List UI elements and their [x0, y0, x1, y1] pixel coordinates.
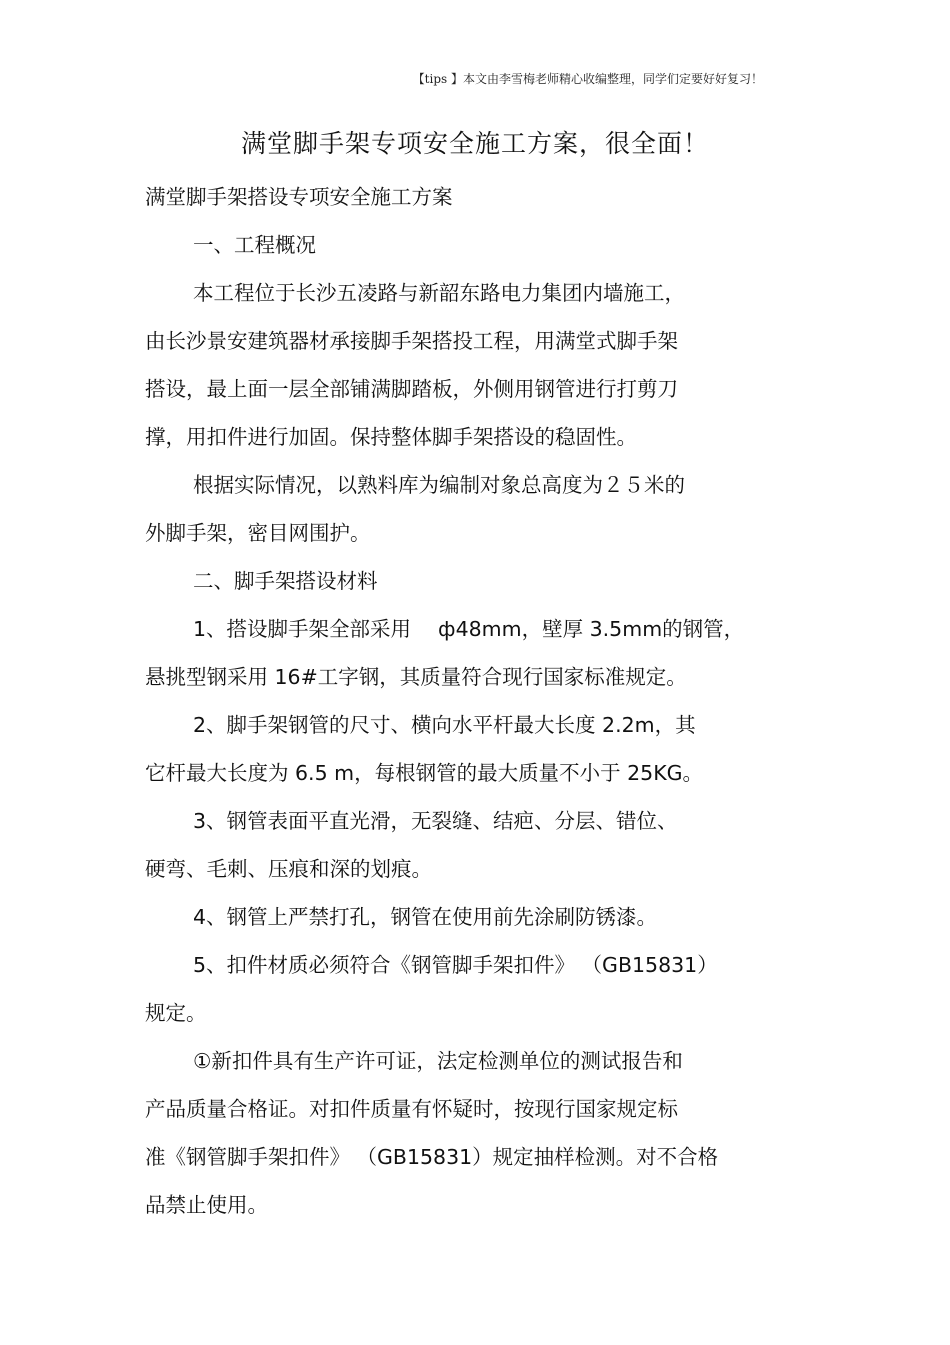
paragraph-line: 根据实际情况，以熟料库为编制对象总高度为２５米的 [193, 473, 685, 497]
header-tips: 【tips 】本文由李雪梅老师精心收编整理，同学们定要好好复习！ [412, 72, 763, 86]
list-item: 3、钢管表面平直光滑，无裂缝、结疤、分层、错位、 [193, 809, 678, 833]
paragraph-line: 品禁止使用。 [145, 1193, 268, 1217]
paragraph-line: 搭设，最上面一层全部铺满脚踏板，外侧用钢管进行打剪刀 [145, 377, 678, 401]
list-item: 1、搭设脚手架全部采用 ф48mm，壁厚 3.5mm的钢管， [193, 617, 745, 641]
paragraph-line: 准《钢管脚手架扣件》 （GB15831）规定抽样检测。对不合格 [145, 1145, 719, 1169]
paragraph-line: 外脚手架，密目网围护。 [145, 521, 371, 545]
list-item: 2、脚手架钢管的尺寸、横向水平杆最大长度 2.2m，其 [193, 713, 696, 737]
paragraph-line: 硬弯、毛刺、压痕和深的划痕。 [145, 857, 432, 881]
subtitle: 满堂脚手架搭设专项安全施工方案 [145, 185, 453, 209]
list-item: 4、钢管上严禁打孔，钢管在使用前先涂刷防锈漆。 [193, 905, 658, 929]
paragraph-line: 撑，用扣件进行加固。保持整体脚手架搭设的稳固性。 [145, 425, 637, 449]
paragraph-line: 产品质量合格证。对扣件质量有怀疑时，按现行国家规定标 [145, 1097, 678, 1121]
section-heading-overview: 一、工程概况 [193, 233, 316, 257]
document-title: 满堂脚手架专项安全施工方案，很全面！ [240, 129, 709, 158]
paragraph-line: 由长沙景安建筑器材承接脚手架搭投工程，用满堂式脚手架 [145, 329, 678, 353]
list-item: 5、扣件材质必须符合《钢管脚手架扣件》 （GB15831） [193, 953, 718, 977]
paragraph-line: 悬挑型钢采用 16#工字钢，其质量符合现行国家标准规定。 [145, 665, 687, 689]
section-heading-materials: 二、脚手架搭设材料 [193, 569, 378, 593]
list-item: ①新扣件具有生产许可证，法定检测单位的测试报告和 [193, 1049, 683, 1073]
paragraph-line: 它杆最大长度为 6.5 m，每根钢管的最大质量不小于 25KG。 [145, 761, 704, 785]
paragraph-line: 本工程位于长沙五凌路与新韶东路电力集团内墙施工， [193, 281, 685, 305]
paragraph-line: 规定。 [145, 1001, 207, 1025]
